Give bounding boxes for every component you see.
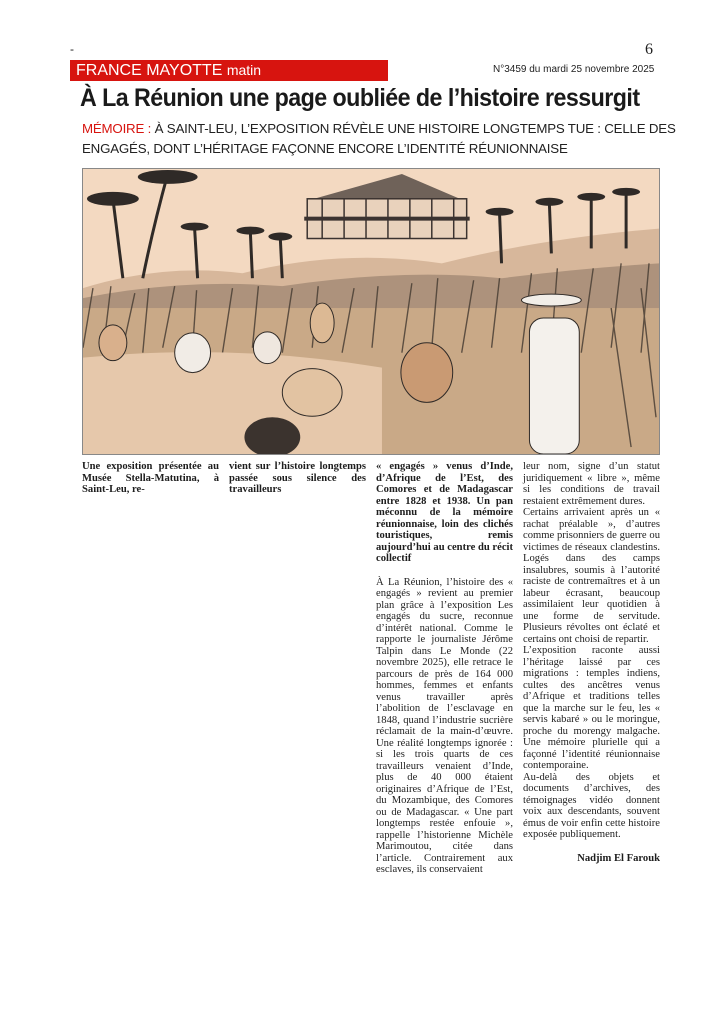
body-paragraph-2: leur nom, signe d’un statut juridiquement « libre », même si les conditions de travail restaient extrêmement dures. [523, 461, 660, 507]
column-4 [523, 461, 660, 864]
page-number: 6 [645, 41, 653, 58]
caption-part-3: « engagés » venus d’Inde, d’Afrique de l’Est, des Comores et de Madagascar entre 1828 et 1938. Un pan méconnu de la mémoire réunionnaise, loin des clichés touristiques, remis aujourd’hui au centre du récit collectif [376, 461, 513, 564]
deck [82, 119, 682, 159]
overseer [529, 318, 579, 454]
sugarcane-field-illustration [83, 169, 659, 454]
column-3 [376, 461, 513, 876]
column-1 [82, 461, 219, 496]
deck-kicker: MÉMOIRE : [82, 121, 152, 136]
author-byline: Nadjim El Farouk [577, 852, 660, 864]
deck-text: À SAINT-LEU, L’EXPOSITION RÉVÈLE UNE HISTOIRE LONGTEMPS TUE : CELLE DES ENGAGÉS, DONT L’HÉRITAGE FAÇONNE ENCORE L’IDENTITÉ RÉUNIONNAISE [82, 121, 676, 156]
body-paragraph-1: À La Réunion, l’histoire des « engagés » revient au premier plan grâce à l’exposition Les engagés du sucre, reconnue d’intérêt national. Comme le rapporte le journaliste Jérôme Talpin dans Le Monde (22 novembre 2025), elle retrace le parcours de près de 164 000 hommes, femmes et enfants venus travailler après l’abolition de l’esclavage en 1848, quand l’industrie sucrière réclamait de la main-d’œuvre. Une réalité longtemps ignorée : si les trois quarts de ces travailleurs venaient d’Inde, plus de 40 000 étaient originaires d’Afrique de l’Est, du Mozambique, des Comores ou de Madagascar. « Une part longtemps restée enfouie », rappelle l’historienne Michèle Marimoutou, citée dans l’article. Contrairement aux esclaves, ils conservaient [376, 576, 513, 875]
page-dash: - [70, 42, 74, 56]
headline: À La Réunion une page oubliée de l’histoire ressurgit [80, 84, 640, 112]
body-paragraph-5: Au-delà des objets et documents d’archives, des témoignages vidéo donnent voix aux descendants, souvent émus de voir enfin cette histoire exposée publiquement. [523, 771, 660, 840]
caption-part-1: Une exposition présentée au Musée Stella-Matutina, à Saint-Leu, re- [82, 461, 219, 495]
masthead-sub: matin [226, 62, 262, 78]
body-paragraph-3: Certains arrivaient après un « rachat préalable », d’autres comme prisonniers de guerre ou victimes de réseaux clandestins. Logés dans des camps insalubres, soumis à l’autorité raciste de contremaîtres et à un labeur écrasant, beaucoup assimilaient leur quotidien à une forme de servitude. Plusieurs révoltes ont éclaté et certains ont choisi de repartir. [523, 507, 660, 645]
masthead-banner [70, 60, 388, 81]
issue-info: N°3459 du mardi 25 novembre 2025 [493, 64, 655, 75]
column-2 [229, 461, 366, 496]
masthead-name: FRANCE MAYOTTE [76, 62, 223, 79]
caption-part-2: vient sur l’histoire longtemps passée sous silence des travailleurs [229, 461, 366, 495]
body-paragraph-4: L’exposition raconte aussi l’héritage laissé par ces migrations : temples indiens, cultes des ancêtres venus d’Afrique et traditions telles que la marche sur le feu, les « servis kabaré » ou le moringue, proche du morengy malgache. Une mémoire plurielle qui a façonné l’identité réunionnaise contemporaine. [523, 645, 660, 771]
illustration [82, 168, 660, 455]
